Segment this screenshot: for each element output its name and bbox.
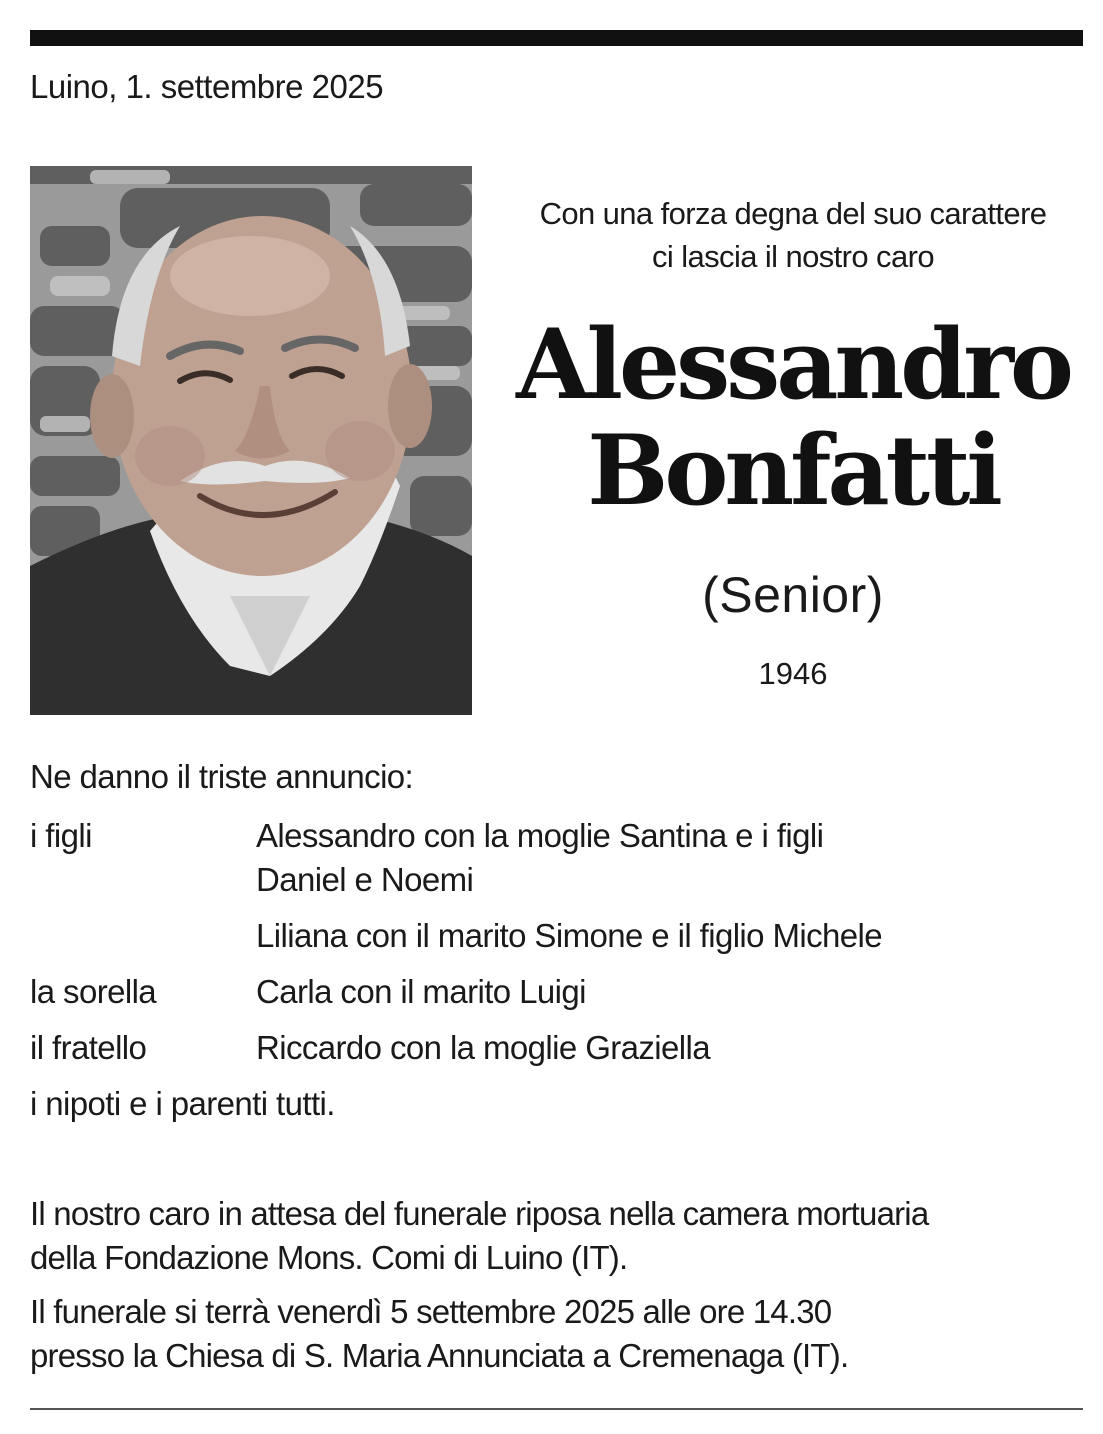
- relative-role: i figli: [30, 817, 92, 854]
- wake-line: Il nostro caro in attesa del funerale riposa nella camera mortuaria: [30, 1195, 929, 1232]
- relative-role: la sorella: [30, 973, 157, 1010]
- intro-line-2: ci lascia il nostro caro: [652, 239, 934, 274]
- relative-names: [256, 814, 823, 902]
- portrait-photo: [30, 166, 472, 715]
- funeral-line: Il funerale si terrà venerdì 5 settembre 2025 alle ore 14.30: [30, 1293, 832, 1330]
- relative-line: Liliana con il marito Simone e il figlio Michele: [256, 917, 882, 954]
- intro-text: [490, 192, 1096, 278]
- top-divider: [30, 30, 1083, 46]
- relative-line: Carla con il marito Luigi: [256, 973, 586, 1010]
- relative-line: Alessandro con la moglie Santina e i figli: [256, 817, 824, 854]
- announcement-intro: Ne danno il triste annuncio:: [30, 758, 414, 795]
- relative-line: Riccardo con la moglie Graziella: [256, 1029, 710, 1066]
- funeral-paragraph: [30, 1290, 848, 1378]
- date-place: Luino, 1. settembre 2025: [30, 68, 384, 105]
- relative-names: [256, 1026, 710, 1070]
- wake-line: della Fondazione Mons. Comi di Luino (IT).: [30, 1239, 628, 1276]
- relative-role: il fratello: [30, 1029, 147, 1066]
- intro-line-1: Con una forza degna del suo carattere: [539, 196, 1047, 231]
- deceased-first-name: Alessandro: [516, 308, 1070, 421]
- portrait-illustration: [30, 166, 472, 715]
- relative-line: Daniel e Noemi: [256, 861, 474, 898]
- wake-paragraph: [30, 1192, 928, 1280]
- bottom-divider: [30, 1408, 1083, 1410]
- deceased-last-name: Bonfatti: [587, 414, 999, 527]
- birth-year: 1946: [758, 656, 828, 691]
- deceased-nickname: (Senior): [702, 567, 884, 623]
- funeral-line: presso la Chiesa di S. Maria Annunciata a Cremenaga (IT).: [30, 1337, 849, 1374]
- relative-names: [256, 914, 882, 958]
- deceased-name: [490, 308, 1096, 527]
- relative-names: [256, 970, 586, 1014]
- announcement-closing: i nipoti e i parenti tutti.: [30, 1085, 335, 1122]
